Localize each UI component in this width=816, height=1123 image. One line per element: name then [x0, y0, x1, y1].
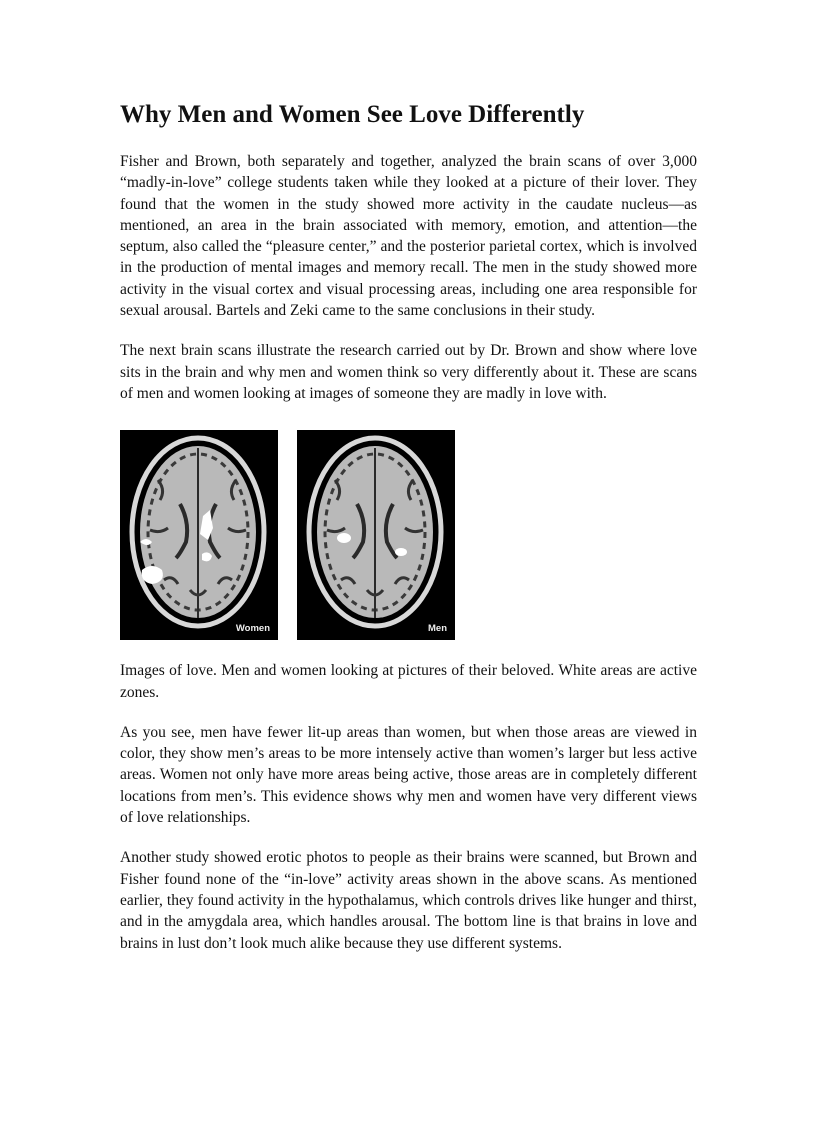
scan-label-women: Women	[235, 623, 270, 635]
figure-caption: Images of love. Men and women looking at pictures of their beloved. White areas are active zones.	[120, 662, 697, 701]
scan-label-men: Men	[428, 623, 447, 635]
brain-scan-figures	[120, 430, 697, 640]
brain-scan-women	[120, 430, 278, 640]
brain-scan-men-image	[297, 430, 455, 640]
paragraph-2: The next brain scans illustrate the research carried out by Dr. Brown and show where love sits in the brain and why men and women think so very differently about it. These are scans of men and women looking at images of someone they are madly in love with.	[120, 342, 697, 402]
page-title: Why Men and Women See Love Differently	[120, 101, 585, 128]
paragraph-3: As you see, men have fewer lit-up areas than women, but when those areas are viewed in color, they show men’s areas to be more intensely active than women’s larger but less active areas. Women not only have more areas being active, those areas are in completely different locations from men’s. This evidence shows why men and women have very different views of love relationships.	[120, 723, 697, 827]
brain-scan-women-image	[120, 430, 278, 640]
brain-scan-men	[297, 430, 455, 640]
paragraph-1: Fisher and Brown, both separately and together, analyzed the brain scans of over 3,000 “madly-in-love” college students taken while they looked at a picture of their lover. They found that the women in the study showed more activity in the caudate nucleus—as mentioned, an area in the brain associated with memory, emotion, and attention—the septum, also called the “pleasure center,” and the posterior parietal cortex, which is involved in the production of mental images and memory recall. The men in the study showed more activity in the visual cortex and visual processing areas, including one area responsible for sexual arousal. Bartels and Zeki came to the same conclusions in their study.	[120, 153, 697, 320]
paragraph-4: Another study showed erotic photos to people as their brains were scanned, but Brown and Fisher found none of the “in-love” activity areas shown in the above scans. As mentioned earlier, they found activity in the hypothalamus, which controls drives like hunger and thirst, and in the amygdala area, which handles arousal. The bottom line is that brains in love and brains in lust don’t look much alike because they use different systems.	[120, 849, 697, 952]
document-page	[120, 100, 697, 973]
